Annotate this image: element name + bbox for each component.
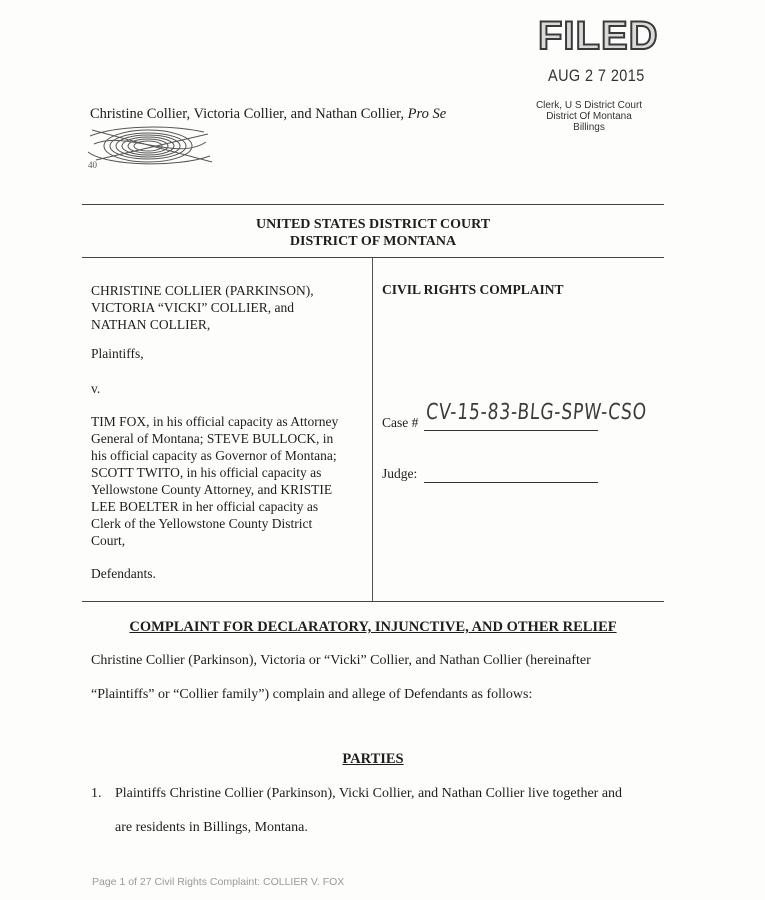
plaintiff-line-2: VICTORIA “VICKI” COLLIER, and xyxy=(91,300,294,315)
redaction-scribble-icon xyxy=(86,122,216,170)
caption-bottom-divider xyxy=(82,601,664,602)
document-type: CIVIL RIGHTS COMPLAINT xyxy=(382,282,564,297)
pro-se-label: Pro Se xyxy=(407,106,447,122)
court-line-1: UNITED STATES DISTRICT COURT xyxy=(255,217,491,232)
clerk-stamp xyxy=(524,100,654,133)
filed-date: AUG 2 7 2015 xyxy=(548,66,645,85)
header-divider xyxy=(82,204,664,205)
plaintiff-line-3: NATHAN COLLIER, xyxy=(91,317,211,332)
filer-line xyxy=(90,106,446,123)
svg-text:40: 40 xyxy=(88,160,97,170)
judge-label: Judge: xyxy=(382,466,418,481)
court-name xyxy=(82,216,664,250)
intro-line-2: “Plaintiffs” or “Collier family”) complain and allege of Defendants as follows: xyxy=(91,687,533,702)
item-1-line-2: are residents in Billings, Montana. xyxy=(115,820,308,835)
defendant-line-8: Court, xyxy=(91,533,126,548)
judge-underline xyxy=(424,482,598,483)
clerk-line-1: Clerk, U S District Court xyxy=(535,100,643,111)
defendant-line-1: TIM FOX, in his official capacity as Attorney xyxy=(91,414,339,429)
case-number-handwritten: CV-15-83-BLG-SPW-CSO xyxy=(424,400,648,425)
versus-label: v. xyxy=(91,381,101,396)
defendants-block xyxy=(91,413,376,549)
caption-top-divider xyxy=(82,257,664,258)
filer-names: Christine Collier, Victoria Collier, and Nathan Collier, xyxy=(90,106,405,122)
case-number-label: Case # xyxy=(382,415,419,430)
intro-line-1: Christine Collier (Parkinson), Victoria or “Vicki” Collier, and Nathan Collier (hereinafter xyxy=(91,653,591,668)
defendant-line-5: Yellowstone County Attorney, and KRISTIE xyxy=(91,482,333,497)
defendant-line-3: his official capacity as Governor of Montana; xyxy=(91,448,337,463)
defendants-label: Defendants. xyxy=(91,566,156,581)
defendant-line-2: General of Montana; STEVE BULLOCK, in xyxy=(91,431,334,446)
plaintiff-line-1: CHRISTINE COLLIER (PARKINSON), xyxy=(91,283,314,298)
complaint-heading: COMPLAINT FOR DECLARATORY, INJUNCTIVE, AND OTHER RELIEF xyxy=(129,619,617,635)
item-1-number: 1. xyxy=(91,786,102,801)
defendant-line-7: Clerk of the Yellowstone County District xyxy=(91,516,313,531)
defendant-line-6: LEE BOELTER in her official capacity as xyxy=(91,499,319,514)
clerk-line-2: District Of Montana xyxy=(546,111,632,122)
page-footer: Page 1 of 27 Civil Rights Complaint: COLLIER V. FOX xyxy=(92,876,345,888)
clerk-line-3: Billings xyxy=(573,122,605,133)
plaintiffs-label: Plaintiffs, xyxy=(91,346,144,361)
parties-heading: PARTIES xyxy=(342,751,404,767)
filed-stamp: FILED xyxy=(538,14,659,58)
defendant-line-4: SCOTT TWITO, in his official capacity as xyxy=(91,465,322,480)
court-line-2: DISTRICT OF MONTANA xyxy=(289,234,457,249)
case-number-underline xyxy=(424,430,598,431)
item-1-line-1: Plaintiffs Christine Collier (Parkinson), Vicki Collier, and Nathan Collier live together and xyxy=(115,786,623,801)
plaintiffs-block xyxy=(91,282,366,333)
